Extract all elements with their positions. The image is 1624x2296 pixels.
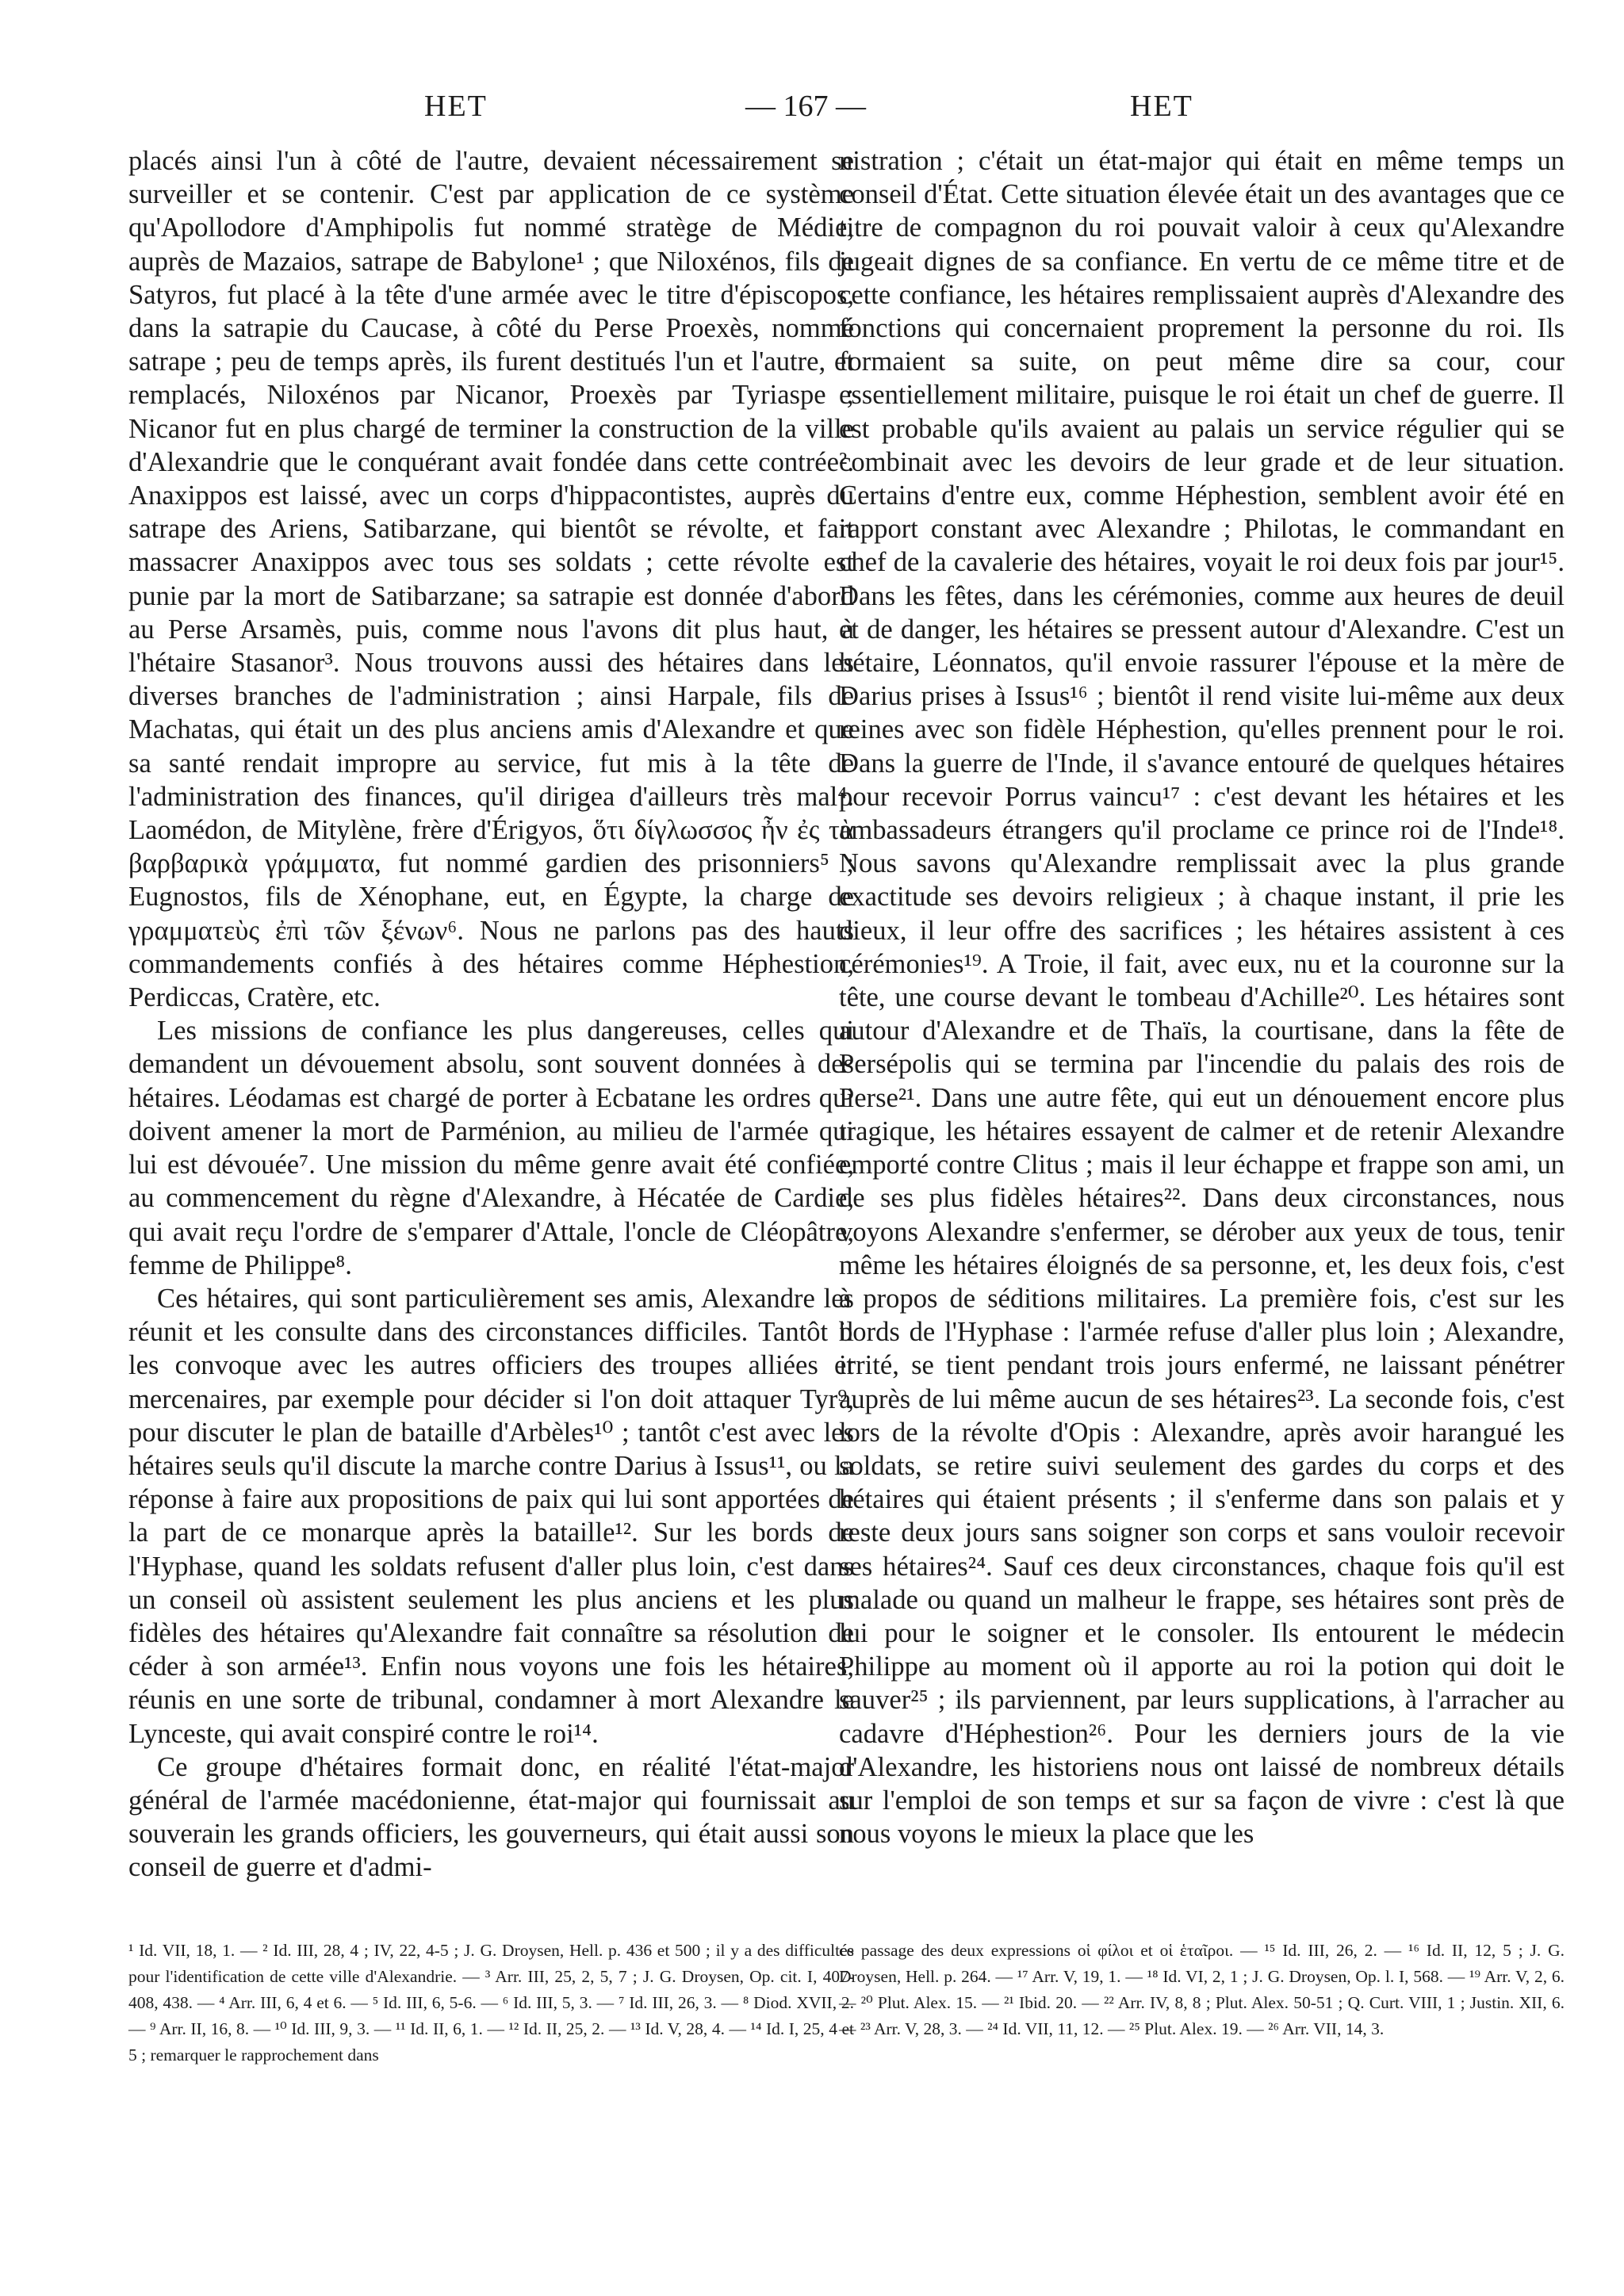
paragraph: placés ainsi l'un à côté de l'autre, devaient nécessairement se surveiller et se contenir. C'est par application de ce système qu'Apollodore d'Amphipolis fut nommé stratège de Médie, auprès de Mazaios, satrape de Babylone¹ ; que Niloxénos, fils de Satyros, fut placé à la tête d'une armée avec le titre d'épiscopos, dans la satrapie du Caucase, à côté du Perse Proexès, nommé satrape ; peu de temps après, ils furent destitués l'un et l'autre, et remplacés, Niloxénos par Nicanor, Proexès par Tyriaspe ; Nicanor fut en plus chargé de terminer la construction de la ville d'Alexandrie que le conquérant avait fondée dans cette contrée². Anaxippos est laissé, avec un corps d'hippacontistes, auprès du satrape des Ariens, Satibarzane, qui bientôt se révolte, et fait massacrer Anaxippos avec tous ses soldats ; cette révolte est punie par la mort de Satibarzane; sa satrapie est donnée d'abord au Perse Arsamès, puis, comme nous l'avons dit plus haut, à l'hétaire Stasanor³. Nous trouvons aussi des hétaires dans les diverses branches de l'administration ; ainsi Harpale, fils de Machatas, qui était un des plus anciens amis d'Alexandre et que sa santé rendait impropre au service, fut mis à la tête de l'administration des finances, qu'il dirigea d'ailleurs très mal⁴. Laomédon, de Mitylène, frère d'Érigyos, ὅτι δίγλωσσος ἦν ἐς τὰ βαρβαρικὰ γράμματα, fut nommé gardien des prisonniers⁵ ; Eugnostos, fils de Xénophane, eut, en Égypte, la charge de γραμματεὺς ἐπὶ τῶν ξένων⁶. Nous ne parlons pas des hauts commandements confiés à des hétaires comme Héphestion, Perdiccas, Cratère, etc. (128, 146, 854, 1013)
paragraph: nistration ; c'était un état-major qui était en même temps un conseil d'État. Cette situation élevée était un des avantages que ce titre de compagnon du roi pouvait valoir à ceux qu'Alexandre jugeait dignes de sa confiance. En vertu de ce même titre et de cette confiance, les hétaires remplissaient auprès d'Alexandre des fonctions qui concernaient proprement la personne du roi. Ils formaient sa suite, on peut même dire sa cour, cour essentiellement militaire, puisque le roi était un chef de guerre. Il est probable qu'ils avaient au palais un service régulier qui se combinait avec les devoirs de leur grade et de leur situation. Certains d'entre eux, comme Héphestion, semblent avoir été en rapport constant avec Alexandre ; Philotas, le commandant en chef de la cavalerie des hétaires, voyait le roi deux fois par jour¹⁵. Dans les fêtes, dans les cérémonies, comme aux heures de deuil et de danger, les hétaires se pressent autour d'Alexandre. C'est un hétaire, Léonnatos, qu'il envoie rassurer l'épouse et la mère de Darius prises à Issus¹⁶ ; bientôt il rend visite lui-même aux deux reines avec son fidèle Héphestion, qu'elles prennent pour le roi. Dans la guerre de l'Inde, il s'avance entouré de quelques hétaires pour recevoir Porrus vaincu¹⁷ : c'est devant les hétaires et les ambassadeurs étrangers qu'il proclame ce prince roi de l'Inde¹⁸. Nous savons qu'Alexandre remplissait avec la plus grande exactitude ses devoirs religieux ; à chaque instant, il prie les dieux, il leur offre des sacrifices ; les hétaires assistent à ces cérémonies¹⁹. A Troie, il fait, avec eux, nu et la couronne sur la tête, une course devant le tombeau d'Achille²⁰. Les hétaires sont autour d'Alexandre et de Thaïs, la courtisane, dans la fête de Persépolis qui se termina par l'incendie du palais des rois de Perse²¹. Dans une autre fête, qui eut un dénouement encore plus tragique, les hétaires essayent de calmer et de retenir Alexandre emporté contre Clitus ; mais il leur échappe et frappe son ami, un de ses plus fidèles hétaires²². Dans deux circonstances, nous voyons Alexandre s'enfermer, se dérober aux yeux de tous, tenir même les hétaires éloignés de sa personne, et, les deux fois, c'est à propos de séditions militaires. La première fois, c'est sur les bords de l'Hyphase : l'armée refuse d'aller plus loin ; Alexandre, irrité, se tient pendant trois jours enfermé, ne laissant pénétrer auprès de lui même aucun de ses hétaires²³. La seconde fois, c'est lors de la révolte d'Opis : Alexandre, après avoir harangué les soldats, se retire suivi seulement des gardes du corps et des hétaires qui étaient présents ; il s'enferme dans son palais et y reste deux jours sans soigner son corps et sans vouloir recevoir ses hétaires²⁴. Sauf ces deux circonstances, chaque fois qu'il est malade ou quand un malheur le frappe, ses hétaires sont près de lui pour le soigner et le consoler. Ils entourent le médecin Philippe au moment où il apporte au roi la potion qui doit le sauver²⁵ ; ils parviennent, par leurs supplications, à l'arracher au cadavre d'Héphestion²⁶. Pour les derniers jours de la vie d'Alexandre, les historiens nous ont laissé de nombreux détails sur l'emploi de son temps et sur sa façon de vivre : c'est là que nous voyons le mieux la place que les (839, 146, 1565, 1850)
paragraph: Les missions de confiance les plus dangereuses, celles qui demandent un dévouement absolu, sont souvent données à des hétaires. Léodamas est chargé de porter à Ecbatane les ordres qui doivent amener la mort de Parménion, au milieu de l'armée qui lui est dévouée⁷. Une mission du même genre avait été confiée, au commencement du règne d'Alexandre, à Hécatée de Cardie, qui avait reçu l'ordre de s'emparer d'Attale, l'oncle de Cléopâtre, femme de Philippe⁸. (128, 1016, 854, 1280)
paragraph: Ce groupe d'hétaires formait donc, en réalité l'état-major général de l'armée macédonienne, état-major qui fournissait au souverain les grands officiers, les gouverneurs, qui était aussi son conseil de guerre et d'admi- (128, 1751, 854, 1883)
footnotes-left: ¹ Id. VII, 18, 1. — ² Id. III, 28, 4 ; IV, 22, 4-5 ; J. G. Droysen, Hell. p. 436 et 500 ; il y a des difficultés pour l'identification de cette ville d'Alexandrie. — ³ Arr. III, 25, 2, 5, 7 ; J. G. Droysen, Op. cit. I, 407-408, 438. — ⁴ Arr. III, 6, 4 et 6. — ⁵ Id. III, 6, 5-6. — ⁶ Id. III, 5, 3. — ⁷ Id. III, 26, 3. — ⁸ Diod. XVII, 2. — ⁹ Arr. II, 16, 8. — ¹⁰ Id. III, 9, 3. — ¹¹ Id. II, 6, 1. — ¹² Id. II, 25, 2. — ¹³ Id. V, 28, 4. — ¹⁴ Id. I, 25, 4 et 5 ; remarquer le rapprochement dans (128, 1941, 854, 2064)
page-number: — 167 — (745, 90, 866, 123)
running-head-right: HET (1130, 90, 1193, 123)
running-head-left: HET (424, 90, 488, 123)
right-column (839, 144, 1565, 1850)
page-header (0, 89, 1624, 136)
left-column (128, 144, 854, 1885)
footnotes-right: ce passage des deux expressions οἱ φίλοι et οἱ ἑταῖροι. — ¹⁵ Id. III, 26, 2. — ¹⁶ Id. II, 12, 5 ; J. G. Droysen, Hell. p. 264. — ¹⁷ Arr. V, 19, 1. — ¹⁸ Id. VI, 2, 1 ; J. G. Droysen, Op. l. I, 568. — ¹⁹ Arr. V, 2, 6. — ²⁰ Plut. Alex. 15. — ²¹ Ibid. 20. — ²² Arr. IV, 8, 8 ; Plut. Alex. 50-51 ; Q. Curt. VIII, 1 ; Justin. XII, 6. — ²³ Arr. V, 28, 3. — ²⁴ Id. VII, 11, 12. — ²⁵ Plut. Alex. 19. — ²⁶ Arr. VII, 14, 3. (839, 1941, 1565, 2038)
paragraph: Ces hétaires, qui sont particulièrement ses amis, Alexandre les réunit et les consulte dans des circonstances difficiles. Tantôt il les convoque avec les autres officiers des troupes alliées et mercenaires, par exemple pour décider si l'on doit attaquer Tyr⁹, pour discuter le plan de bataille d'Arbèles¹⁰ ; tantôt c'est avec les hétaires seuls qu'il discute la marche contre Darius à Issus¹¹, ou la réponse à faire aux propositions de paix qui lui sont apportées de la part de ce monarque après la bataille¹². Sur les bords de l'Hyphase, quand les soldats refusent d'aller plus loin, c'est dans un conseil où assistent seulement les plus anciens et les plus fidèles des hétaires qu'Alexandre fait connaître sa résolution de céder à son armée¹³. Enfin nous voyons une fois les hétaires, réunis en une sorte de tribunal, condamner à mort Alexandre le Lynceste, qui avait conspiré contre le roi¹⁴. (128, 1283, 854, 1749)
